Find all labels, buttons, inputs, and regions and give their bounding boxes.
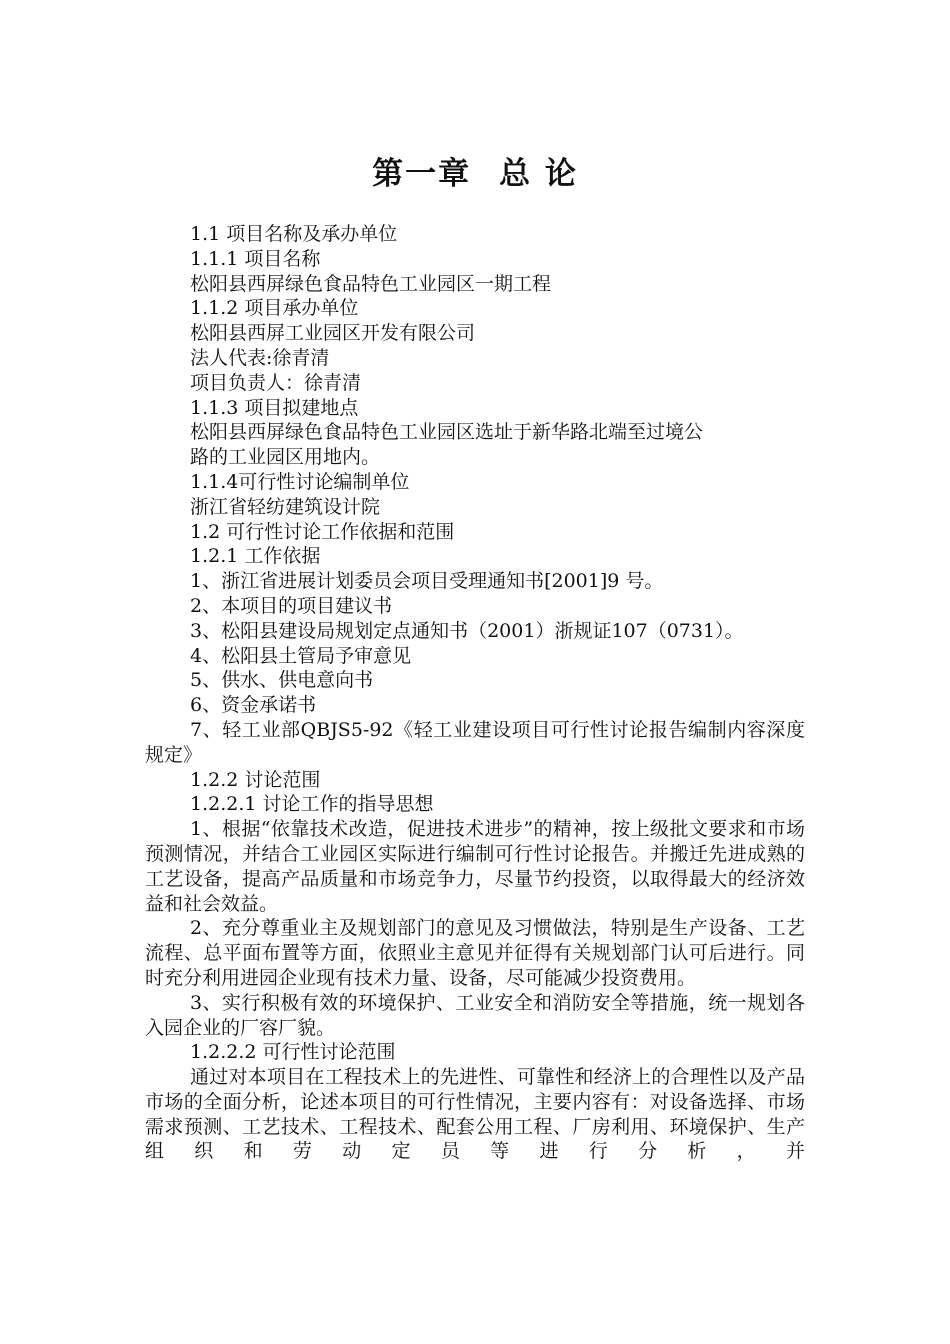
section-heading: 1.2 可行性讨论工作依据和范围 — [190, 520, 455, 543]
design-institute: 浙江省轻纺建筑设计院 — [190, 495, 381, 518]
basis-item: 4、松阳县土管局予审意见 — [190, 644, 412, 667]
basis-item: 7、轻工业部QBJS5-92《轻工业建设项目可行性讨论报告编制内容深度规定》 — [145, 718, 805, 766]
subsection-heading: 1.1.2 项目承办单位 — [190, 297, 359, 320]
basis-item: 6、资金承诺书 — [190, 694, 317, 717]
basis-item: 3、松阳县建设局规划定点通知书（2001）浙规证107（0731）。 — [190, 619, 744, 642]
basis-item: 1、浙江省进展计划委员会项目受理通知书[2001]9 号。 — [190, 570, 664, 593]
subsection-heading: 1.2.2.2 可行性讨论范围 — [190, 1041, 396, 1064]
scope-paragraph: 通过对本项目在工程技术上的先进性、可靠性和经济上的合理性以及产品市场的全面分析，论述本项目的可行性情况，主要内容有：对设备选择、市场需求预测、工艺技术、工程技术、配套公用工程、厂房利用、环境保护、生产组织和劳动定员等进行分析，并 — [145, 1066, 805, 1163]
subsection-heading: 1.2.2.1 讨论工作的指导思想 — [190, 793, 434, 816]
basis-item: 5、供水、供电意向书 — [190, 669, 374, 692]
subsection-heading: 1.1.1 项目名称 — [190, 247, 321, 270]
organizer-unit: 松阳县西屏工业园区开发有限公司 — [190, 322, 476, 345]
section-heading: 1.1 项目名称及承办单位 — [190, 223, 398, 245]
site-location-line-2: 路的工业园区用地内。 — [190, 446, 381, 469]
project-name: 松阳县西屏绿色食品特色工业园区一期工程 — [190, 272, 552, 295]
guideline-paragraph: 1、根据“依靠技术改造，促进技术进步”的精神，按上级批文要求和市场预测情况，并结合工业园区实际进行编制可行性讨论报告。并搬迁先进成熟的工艺设备，提高产品质量和市场竞争力，尽量节约投资，以取得最大的经济效益和社会效益。 — [145, 818, 805, 915]
guideline-paragraph: 2、充分尊重业主及规划部门的意见及习惯做法，特别是生产设备、工艺流程、总平面布置等方面，依照业主意见并征得有关规划部门认可后进行。同时充分利用进园企业现有技术力量、设备，尽可能减少投资费用。 — [145, 917, 805, 989]
subsection-heading: 1.2.1 工作依据 — [190, 545, 321, 568]
chapter-title — [145, 150, 805, 198]
chapter-name: 总 论 — [499, 156, 578, 192]
basis-item: 2、本项目的项目建议书 — [190, 594, 393, 617]
subsection-heading: 1.1.3 项目拟建地点 — [190, 396, 359, 419]
document-page — [145, 150, 805, 1164]
site-location-line-1: 松阳县西屏绿色食品特色工业园区选址于新华路北端至过境公 — [190, 421, 704, 444]
project-lead: 项目负责人：徐青清 — [190, 371, 362, 394]
legal-representative: 法人代表:徐青清 — [190, 346, 330, 369]
subsection-heading: 1.2.2 讨论范围 — [190, 768, 321, 791]
subsection-heading: 1.1.4可行性讨论编制单位 — [190, 470, 410, 493]
guideline-paragraph: 3、实行积极有效的环境保护、工业安全和消防安全等措施，统一规划各入园企业的厂容厂貌。 — [145, 991, 805, 1039]
chapter-number: 第一章 — [372, 156, 472, 192]
